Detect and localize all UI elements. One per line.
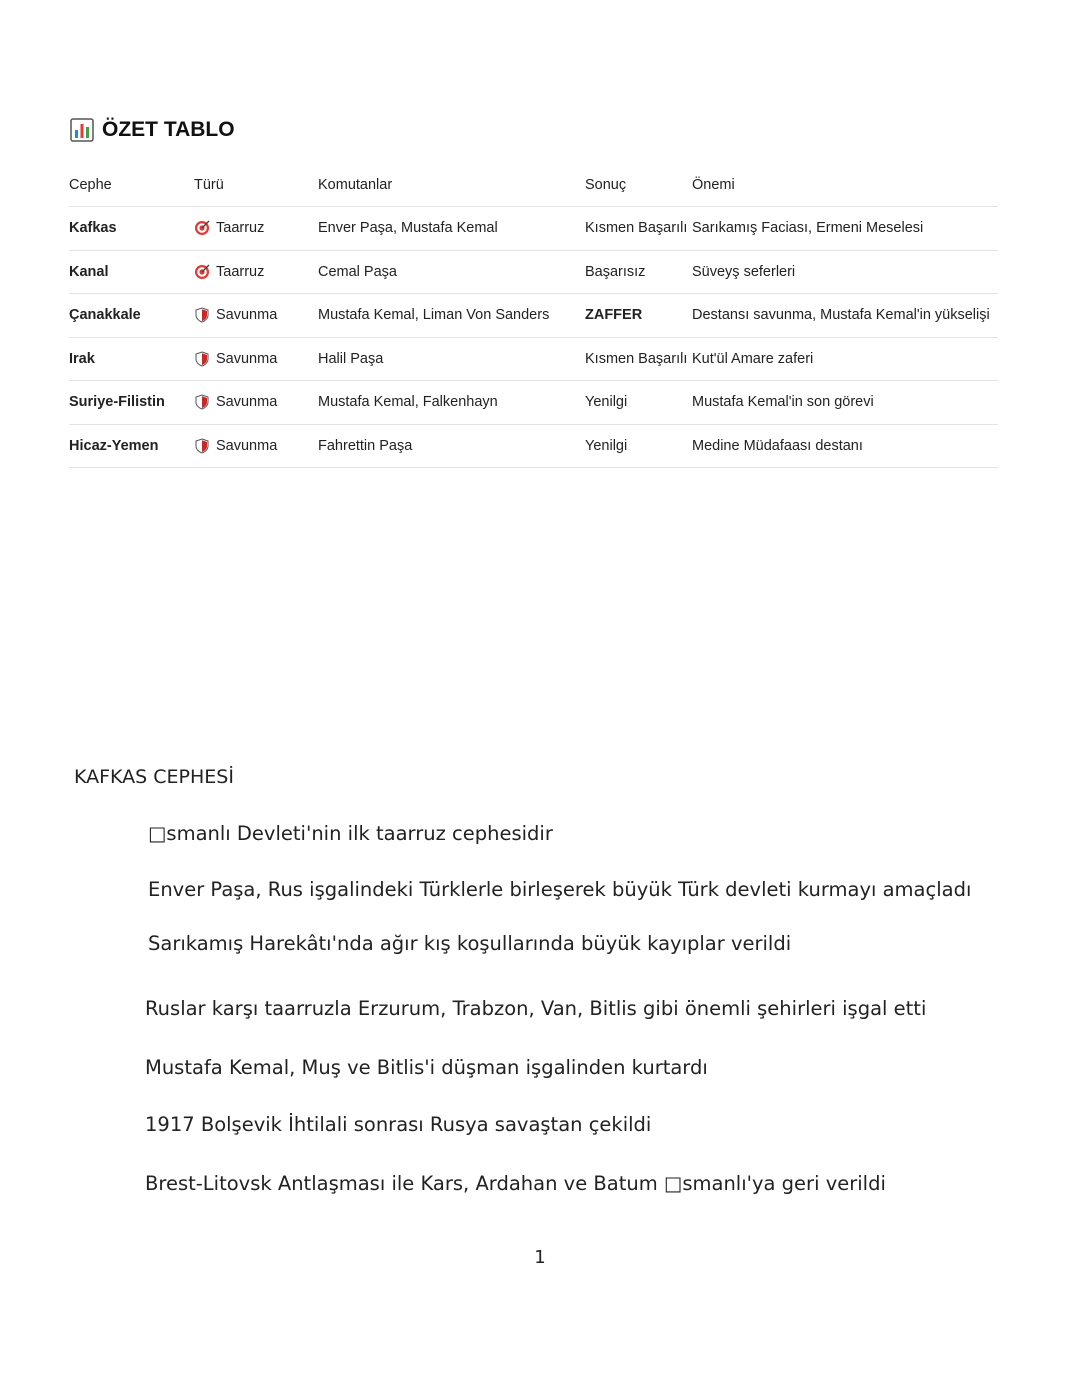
- cell-type: [194, 381, 318, 425]
- cell-importance: Sarıkamış Faciası, Ermeni Meselesi: [692, 207, 998, 251]
- shield-icon: [194, 307, 210, 323]
- cell-result: Kısmen Başarılı: [585, 207, 692, 251]
- body-line: Sarıkamış Harekâtı'nda ağır kış koşullarında büyük kayıplar verildi: [148, 932, 792, 955]
- bar-chart-icon: [70, 118, 94, 142]
- cell-importance: Kut'ül Amare zaferi: [692, 337, 998, 381]
- cell-result: Başarısız: [585, 250, 692, 294]
- page-number: 1: [534, 1247, 546, 1268]
- cell-type-label: Taarruz: [216, 263, 265, 280]
- cell-commanders: Mustafa Kemal, Falkenhayn: [318, 381, 585, 425]
- cell-importance: Süveyş seferleri: [692, 250, 998, 294]
- table-row: [69, 381, 998, 425]
- cell-commanders: Cemal Paşa: [318, 250, 585, 294]
- body-line: Brest-Litovsk Antlaşması ile Kars, Ardahan ve Batum □smanlı'ya geri verildi: [145, 1172, 886, 1195]
- shield-icon: [194, 438, 210, 454]
- cell-front: Kafkas: [69, 207, 194, 251]
- shield-icon: [194, 394, 210, 410]
- header-sonuc: Sonuç: [585, 163, 692, 207]
- cell-commanders: Enver Paşa, Mustafa Kemal: [318, 207, 585, 251]
- header-cephe: Cephe: [69, 163, 194, 207]
- cell-type: [194, 250, 318, 294]
- body-line: Enver Paşa, Rus işgalindeki Türklerle birleşerek büyük Türk devleti kurmayı amaçladı: [148, 878, 972, 901]
- summary-table: [69, 163, 998, 468]
- table-row: [69, 250, 998, 294]
- cell-commanders: Halil Paşa: [318, 337, 585, 381]
- cell-commanders: Mustafa Kemal, Liman Von Sanders: [318, 294, 585, 338]
- target-icon: [194, 220, 210, 236]
- summary-title-text: ÖZET TABLO: [102, 118, 235, 141]
- table-row: [69, 424, 998, 468]
- cell-type: [194, 424, 318, 468]
- header-turu: Türü: [194, 163, 318, 207]
- cell-type-label: Taarruz: [216, 220, 265, 237]
- cell-type: [194, 294, 318, 338]
- cell-result: Yenilgi: [585, 424, 692, 468]
- cell-front: Irak: [69, 337, 194, 381]
- body-line: 1917 Bolşevik İhtilali sonrası Rusya savaştan çekildi: [145, 1113, 652, 1136]
- cell-type: [194, 337, 318, 381]
- table-row: [69, 207, 998, 251]
- header-komutanlar: Komutanlar: [318, 163, 585, 207]
- cell-front: Çanakkale: [69, 294, 194, 338]
- cell-importance: Mustafa Kemal'in son görevi: [692, 381, 998, 425]
- cell-front: Kanal: [69, 250, 194, 294]
- cell-type-label: Savunma: [216, 350, 278, 367]
- cell-result: Kısmen Başarılı: [585, 337, 692, 381]
- cell-type: [194, 207, 318, 251]
- cell-importance: Medine Müdafaası destanı: [692, 424, 998, 468]
- cell-type-label: Savunma: [216, 394, 278, 411]
- cell-type-label: Savunma: [216, 307, 278, 324]
- cell-type-label: Savunma: [216, 437, 278, 454]
- cell-result: Yenilgi: [585, 381, 692, 425]
- table-header-row: [69, 163, 998, 207]
- target-icon: [194, 264, 210, 280]
- cell-importance: Destansı savunma, Mustafa Kemal'in yükselişi: [692, 294, 998, 338]
- cell-result: ZAFFER: [585, 294, 692, 338]
- cell-front: Hicaz-Yemen: [69, 424, 194, 468]
- summary-title: [70, 118, 235, 142]
- table-row: [69, 337, 998, 381]
- header-onemi: Önemi: [692, 163, 998, 207]
- section-heading: KAFKAS CEPHESİ: [74, 766, 234, 788]
- body-line: Ruslar karşı taarruzla Erzurum, Trabzon, Van, Bitlis gibi önemli şehirleri işgal etti: [145, 997, 927, 1020]
- body-line: Mustafa Kemal, Muş ve Bitlis'i düşman işgalinden kurtardı: [145, 1056, 708, 1079]
- cell-commanders: Fahrettin Paşa: [318, 424, 585, 468]
- shield-icon: [194, 351, 210, 367]
- table-row: [69, 294, 998, 338]
- body-line: □smanlı Devleti'nin ilk taarruz cephesidir: [148, 822, 553, 845]
- cell-front: Suriye-Filistin: [69, 381, 194, 425]
